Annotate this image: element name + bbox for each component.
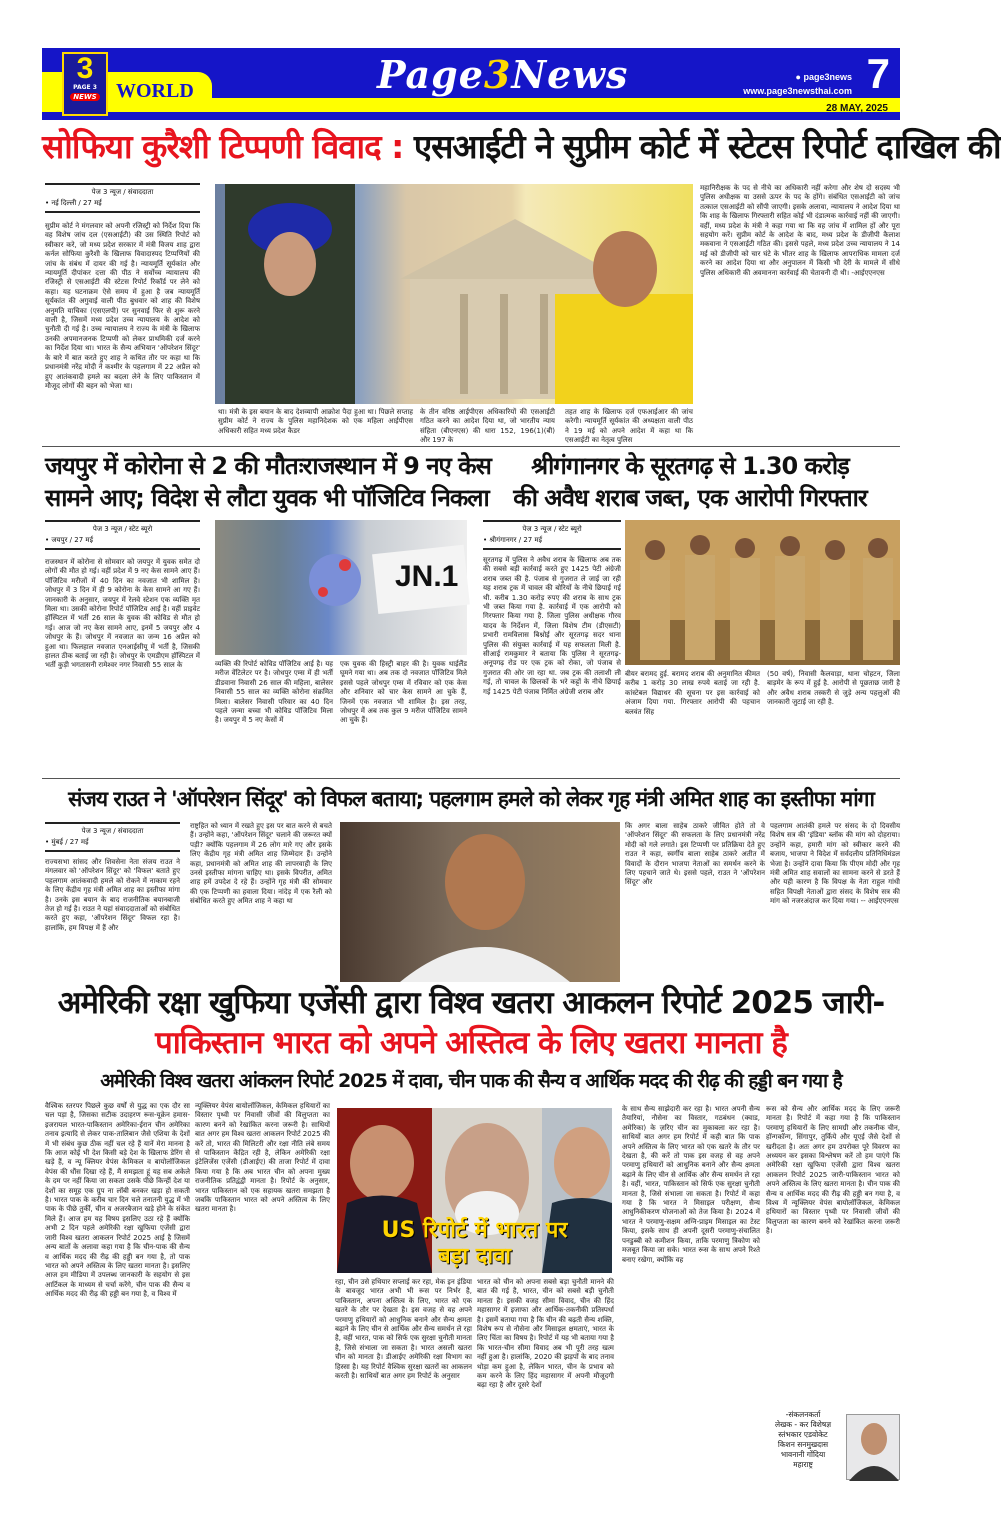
article1-column-3: के तीन वरिष्ठ आईपीएस अधिकारियों की एसआईटी गठित करने का आदेश दिया था, जो भारतीय न्याय संहिता (बीएनएस) की धारा 152, 196(1)(बी) और 197 के — [420, 408, 555, 445]
caption-line: US रिपोर्ट में भारत पर — [381, 1218, 568, 1243]
article1-column-2: था। मंत्री के इस बयान के बाद देशव्यापी आक्रोश पैदा हुआ था। पिछले सप्ताह सुप्रीम कोर्ट ने राज्य के पुलिस महानिदेशक को एक महिला आईपीएस अधिकारी सहित मध्य प्रदेश कैडर — [218, 408, 413, 435]
page-number: 7 — [866, 50, 890, 97]
headline-line: जयपुर में कोरोना से 2 की मौतःराजस्थान में 9 नए केस — [45, 452, 491, 480]
newspaper-title — [377, 52, 628, 97]
author-line: स्तंभकार एडवोकेट — [778, 1430, 828, 1439]
photo-collage — [215, 184, 693, 404]
caption-line: बड़ा दावा — [438, 1244, 511, 1269]
website-link[interactable]: www.page3newsthai.com — [743, 86, 852, 96]
author-portrait — [847, 1415, 901, 1481]
article2-photo — [215, 520, 467, 655]
article4-headline: संजय राउत ने 'ऑपरेशन सिंदूर' को विफल बताया; पहलगाम हमले को लेकर गृह मंत्री अमित शाह का इस्तीफा मांगा — [68, 787, 874, 811]
masthead-part: Page — [377, 52, 484, 97]
article2-headline — [45, 450, 491, 514]
article5-column-5: के साथ सैन्य साझेदारी कर रहा है। भारत अपनी सैन्य तैयारियां, नौसेना का विस्तार, गठबंधन (क्वाड, अमेरिका) के ज़रिए चीन का मुकाबला कर रहा है। साथियों बात अगर हम रिपोर्ट में कही बात कि पाक अपने अस्तित्व के लिए भारत को एक खतरे के तौर पर देखता है, की करें तो पाक इस वजह से वह अपने परमाणु हथियारों को आधुनिक बनाने और सैन्य क्षमता बढ़ाने के लिए चीन से आर्थिक और सैन्य समर्थन ले रहा है। वहीं, भारत, पाकिस्तान को सिर्फ एक सुरक्षा चुनौती मानता है, जिसे संभाला जा सकता है। रिपोर्ट में कहा गया है कि भारत ने मिसाइल परीक्षण, सैन्य आधुनिकीकरण योजनाओं को तेज किया है। 2024 में भारत ने परमाणु-सक्षम अग्नि-प्राइम मिसाइल का टेस्ट किया, इसके साथ ही अपनी दूसरी परमाणु-संचालित पनडुब्बी को कमीशन किया, ताकि परमाणु त्रिकोण को मजबूत किया जा सके। भारत रूस के साथ अपने रिश्ते बनाए रखेगा, क्योंकि वह — [622, 1105, 760, 1264]
article3-column-1: सूरतगढ़ में पुलिस ने अवैध शराब के खिलाफ अब तक की सबसे बड़ी कार्रवाई करते हुए 1425 पेटी अंग्रेजी शराब जब्त की है. पंजाब से गुजरात ले जाई जा रही यह शराब ट्रक में चावल की बोरियों के नीचे छिपाई गई थी. करीब 1.30 करोड़ रुपए की शराब के साथ ट्रक भी जब्त किया गया है. कार्रवाई में एक आरोपी को गिरफ्तार किया गया है. जिला पुलिस अधीक्षक गौरव यादव के निर्देशन में, जिला विशेष टीम (डीएसटी) प्रभारी रामविलास बिश्नोई और सूरतगढ़ सदर थाना पुलिस की संयुक्त कार्रवाई में यह सफलता मिली है. सीआई रामकुमार ने बताया कि पुलिस ने सूरतगढ़-अनूपगढ़ रोड पर एक ट्रक को रोका, जो पंजाब से गुजरात की ओर जा रहा था. जब ट्रक की तलाशी ली गई, तो चावल के छिलकों के भरे कट्टों के नीचे छिपाई गई 1425 पेटी पंजाब निर्मित अंग्रेजी शराब और — [483, 556, 621, 696]
article4-photo — [340, 822, 620, 982]
article5-column-3: रहा, चीन उसे हथियार सप्लाई कर रहा, मेक इन इंडिया के बावजूद भारत अभी भी रूस पर निर्भर है, पाकिस्तान, अपना अस्तित्व के लिए, भारत को एक खतरे के तौर पर देखता है। इस वजह से वह अपने परमाणु हथियारों को आधुनिक बनाने और सैन्य क्षमता बढ़ाने के लिए चीन से आर्थिक और सैन्य समर्थन ले रहा है, वहीं भारत, पाक को सिर्फ एक सुरक्षा चुनौती मानता है, जिसे संभाला जा सकता है। भारत असली खतरा चीन को मानता है। डीआईए अमेरिकी रक्षा विभाग का हिस्सा है। यह रिपोर्ट वैश्विक सुरक्षा खतरों का आकलन करती है। साथियों बात अगर हम रिपोर्ट के अनुसार — [335, 1278, 472, 1381]
article1-column-5: महानिरीक्षक के पद से नीचे का अधिकारी नहीं करेगा और शेष दो सदस्य भी पुलिस अधीक्षक या उससे ऊपर के पद के होंगे। संबंधित एसआईटी को जांच तत्काल एसआईटी को सौंपी जाएगी। इसके अलावा, न्यायालय ने आदेश दिया था कि शाह के खिलाफ गिरफ्तारी सहित कोई भी दंडात्मक कार्रवाई नहीं की जाएगी। वहीं, मध्य प्रदेश के मंत्री ने कहा गया था कि वह जांच में शामिल हों और पूरा सहयोग करें। सुप्रीम कोर्ट के आदेश के बाद, मध्य प्रदेश के डीजीपी कैलाश मकवाना ने एसआईटी गठित की। इससे पहले, मध्य प्रदेश उच्च न्यायालय ने 14 मई को डीजीपी को चार घंटे के भीतर शाह के खिलाफ आपराधिक मामला दर्ज करने का आदेश दिया था और अनुपालन में किसी भी देरी के मामले में सीधे पुलिस अधिकारी की अवमानना कार्रवाई की चेतावनी दी थी। -आईएएनएस — [700, 184, 900, 277]
headline-line: सामने आए; विदेश से लौटा युवक भी पॉजिटिव निकला — [45, 484, 489, 512]
masthead-part: 3 — [483, 52, 512, 97]
author-photo — [846, 1414, 900, 1480]
masthead-part: News — [511, 52, 629, 97]
byline: पेज 3 न्यूज / संवाददाता — [91, 188, 154, 196]
article2-column-2: व्यक्ति की रिपोर्ट कोविड पॉजिटिव आई है। यह मरीज वेंटिलेटर पर है। जोधपुर एम्स में ही भर्ती डीडवाना निवासी 26 साल की महिला, बालेसर निवासी 55 साल का व्यक्ति कोरोना संक्रमित मिला। बालेसर निवासी परिवार का 40 दिन पहले जन्मा बच्चा भी कोविड पॉजिटिव मिला है। जयपुर में 5 नए केसों में — [215, 660, 333, 725]
article4-column-3: कि अगर बाला साहेब ठाकरे जीवित होते तो वे 'ऑपरेशन सिंदूर' की सफलता के लिए प्रधानमंत्री नरेंद्र मोदी को गले लगाते। इस टिप्पणी पर प्रतिक्रिया देते हुए राउत ने कहा, स्वर्गीय बाला साहेब ठाकरे अतीत में विवादों के दौरान भाजपा नेताओं का समर्थन करने के लिए पहचाने जाते थे। इससे पहले, राउत ने 'ऑपरेशन सिंदूर' और — [625, 822, 765, 887]
logo-text: PAGE 3 — [73, 84, 97, 91]
author-credit — [762, 1410, 844, 1470]
sanjay-raut-photo — [340, 822, 620, 982]
byline: पेज 3 न्यूज / स्टेट ब्यूरो — [522, 525, 582, 533]
logo-badge: NEWS — [70, 93, 100, 101]
divider — [42, 446, 900, 447]
article1-photo — [215, 184, 693, 404]
author-line: लेखक - कर विशेषज्ञ — [774, 1420, 832, 1429]
social-handle: ● page3news — [795, 72, 852, 82]
author-role: -संकलनकर्ता — [785, 1410, 821, 1419]
divider — [42, 778, 900, 779]
article3-column-2: बीयर बरामद हुई. बरामद शराब की अनुमानित कीमत करीब 1 करोड़ 30 लाख रुपये बताई जा रही है. कांस्टेबल विद्याधर की सूचना पर इस कार्रवाई को अंजाम दिया गया. गिरफ्तार आरोपी की पहचान बलवंत सिंह — [625, 670, 760, 716]
article5-column-4: भारत को चीन को अपना सबसे बड़ा चुनौती मानने की बात की गई है, भारत, चीन को सबसे बड़ी चुनौती मानता है। इसकी वजह सीमा विवाद, चीन की हिंद महासागर में इजाफा और आर्थिक-तकनीकी प्रतिस्पर्धा है। इसमें बताया गया है कि चीन की बढ़ती सैन्य शक्ति, विशेष रूप से नौसेना और मिसाइल क्षमताएं, भारत के लिए चिंता का विषय है। रिपोर्ट में यह भी बताया गया है कि भारत-चीन सीमा विवाद अब भी पूरी तरह खत्म नहीं हुआ है। हालांकि, 2020 की झड़पों के बाद तनाव थोड़ा कम हुआ है, लेकिन भारत, चीन के प्रभाव को कम करने के लिए हिंद महासागर में अपनी मौजूदगी बढ़ा रहा है और दूसरे देशों — [477, 1278, 614, 1390]
article1-headline — [42, 124, 1001, 170]
article5-headline-red: पाकिस्तान भारत को अपने अस्तित्व के लिए खतरा मानता है — [155, 1025, 787, 1061]
byline: पेज 3 न्यूज / स्टेट ब्यूरो — [92, 525, 153, 533]
article5-column-6: रूस को सैन्य और आर्थिक मदद के लिए जरूरी मानता है। रिपोर्ट में कहा गया है कि पाकिस्तान परमाणु हथियारों के लिए सामग्री और तकनीक चीन, हॉन्गकॉन्ग, सिंगापुर, तुर्किये और यूएई जैसे देशों से खरीदता है। अतः अगर हम उपरोक्त पूरे विवरण का अध्ययन कर इसका विश्लेषण करें तो हम पाएंगे कि अमेरिकी रक्षा खुफिया एजेंसी द्वारा विश्व खतरा आकलन रिपोर्ट 2025 जारी-पाकिस्तान भारत को अपने अस्तित्व के लिए खतरा मानता है। चीन पाक की सैन्य व आर्थिक मदद की रीढ़ की हड्डी बन गया है, व विश्व में न्यूक्लियर वेपंस बायोलॉजिकल, केमिकल हथियारों का विस्तार पृथ्वी पर निवासी जीवों की विलुप्तता का कारण बनने को रेखांकित करना जरूरी है। — [766, 1105, 900, 1236]
article5-column-2: न्यूक्लियर वेपंस बायोलॉजिकल, केमिकल हथियारों का विस्तार पृथ्वी पर निवासी जीवों की विलुप्तता का कारण बनने को रेखांकित करना जरूरी है। साथियों बात अगर हम विश्व खतरा आकलन रिपोर्ट 2025 की करें तो, भारत की मिलिटरी और रक्षा नीति लंबे समय से पाकिस्तान केंद्रित रही है, लेकिन अमेरिकी रक्षा इंटेलिजेंस एजेंसी (डीआईए) की ताजा रिपोर्ट में दावा किया गया है कि अब भारत चीन को अपना मुख्य राजनीतिक प्रतिद्वंद्वी मानता है। रिपोर्ट के अनुसार, भारत पाकिस्तान को एक सहायक खतरा समझता है जबकि पाकिस्तान भारत को अपने अस्तित्व के लिए खतरा मानता है। — [195, 1102, 330, 1214]
author-line: महाराष्ट्र — [793, 1460, 813, 1469]
headline-line: श्रीगंगानगर के सूरतगढ़ से 1.30 करोड़ — [531, 452, 849, 480]
article5-column-1: वैश्विक स्तरपर पिछले कुछ वर्षों से युद्ध का एक दौर सा चल पड़ा है, जिसका सटीक उदाहरण रूस-यूक्रेन हमास-इजरायल भारत-पाकिस्तान अमेरिका-ईरान चीन अमेरिका तनाव इत्यादि से लेकर पाक-तालिबान जैसे एशिया के देशों में भी संबंध कुछ ठीक नहीं चल रहे हैं यानें मेरा मानना है कि आज कोई भी देश किसी बड़े देश के खिलाफ डेरिंग से खड़े हैं, व न्यू क्लियर वेपंस केमिकल व बायोलॉजिकल वेपंस की धौंस दिखा रहे हैं, मैं समझता हूं यह सब अकेले के दम पर नहीं किया जा सकता उसके पीछे किन्हीं देश या देशों का समूह एक ग्रुप ना लॉबी बनकर खड़ा हो सकती है। भारत पाक के करीब चार दिन चले तनातनी युद्ध में भी पाक के पीछे तुर्की, चीन व अजरबैजान खड़े होने के संकेत मिले हैं। आज हम यह विषय इसलिए उठा रहे हैं क्योंकि अभी 2 दिन पहले अमेरिकी रक्षा खुफिया एजेंसी द्वारा जारी विश्व खतरा आकलन रिपोर्ट 2025 आई है जिसमें अन्य बातों के अलावा कहा गया है कि चीन-पाक की सैन्य व आर्थिक मदद की रीढ़ की हड्डी बन गया है, तो पाक भारत को अपने अस्तित्व के लिए खतरा मानता है। इसलिए आज हम मीडिया में उपलब्ध जानकारी के सहयोग से इस आर्टिकल के माध्यम से चर्चा करेंगे, चीन पाक की सैन्य व आर्थिक मदद की रीढ़ की हड्डी बन गया है, व विश्व में — [45, 1102, 190, 1299]
article5-subheadline: अमेरिकी विश्व खतरा आंकलन रिपोर्ट 2025 में दावा, चीन पाक की सैन्य व आर्थिक मदद की रीढ़ की हड्डी बन गया है — [100, 1070, 842, 1092]
masthead — [42, 48, 900, 120]
variant-label: JN.1 — [395, 560, 459, 593]
article1-column-4: तहत शाह के खिलाफ दर्ज एफआईआर की जांच करेगी। न्यायमूर्ति सूर्यकांत की अध्यक्षता वाली पीठ ने 19 मई को अपने आदेश में कहा था कि एसआईटी का नेतृत्व पुलिस — [565, 408, 693, 445]
article3-headline — [480, 450, 900, 514]
headline-red-part: सोफिया कुरैशी टिप्पणी विवाद : — [42, 127, 404, 166]
police-group-photo — [625, 520, 900, 665]
article4-column-1: राज्यसभा सांसद और शिवसेना नेता संजय राउत ने मंगलवार को 'ऑपरेशन सिंदूर' को 'विफल' बताते हुए पहलगाम आतंकवादी हमले को रोकने में नाकाम रहने के लिए केंद्रीय गृह मंत्री अमित शाह का इस्तीफा मांगा है। उनके इस बयान के बाद राजनीतिक बयानबाजी तेज हो गई है। राउत ने यहां संवाददाताओं को संबोधित करते हुए कहा, 'ऑपरेशन सिंदूर' विफल रहा है। हालांकि, हम विपक्ष में हैं और — [45, 858, 180, 932]
author-name: किशन सनमुखदास — [777, 1440, 829, 1449]
article3-photo — [625, 520, 900, 665]
article2-column-3: एक युवक की हिस्ट्री बाहर की है। युवक थाईलैंड घूमने गया था। अब तक दो नवजात पॉजिटिव मिले इससे पहले जोधपुर एम्स में रविवार को एक केस और शनिवार को चार केस सामने आ चुके हैं, जिनमें एक नवजात भी शामिल है। इस तरह, जोधपुर में अब तक कुल 9 मरीज पॉजिटिव सामने आ चुके हैं। — [340, 660, 467, 725]
article4-column-2: राष्ट्रहित को ध्यान में रखते हुए इस पर बात करने से बचते हैं। उन्होंने कहा, 'ऑपरेशन सिंदूर' चलाने की जरूरत क्यों पड़ी? क्योंकि पहलगाम में 26 लोग मारे गए और इसके लिए केंद्रीय गृह मंत्री अमित शाह जिम्मेदार हैं। उन्होंने कहा, प्रधानमंत्री को अमित शाह की लापरवाही के लिए उनसे इस्तीफा मांगना चाहिए था। इसके विपरीत, अमित शाह हमें उपदेश दे रहे हैं। उन्होंने गृह मंत्री की सोमवार की एक टिप्पणी का हवाला दिया। नांदेड़ में एक रैली को संबोधित करते हुए अमित शाह ने कहा था — [190, 822, 332, 906]
dateline: • श्रीगंगानगर / 27 मई — [483, 536, 543, 544]
headline-line: की अवैध शराब जब्त, एक आरोपी गिरफ्तार — [513, 484, 867, 512]
article4-column-4: पहलगाम आतंकी हमले पर संसद के दो दिवसीय विशेष सत्र की 'इंडिया' ब्लॉक की मांग को दोहराया। उन्होंने कहा, हमारी मांग को स्वीकार करने की बजाय, भाजपा ने विदेश में सर्वदलीय प्रतिनिधिमंडल भेजा है। उन्होंने दावा किया कि पीएम मोदी और गृह मंत्री अमित शाह सवालों का सामना करने से डरते हैं और यही कारण है कि विपक्ष के नेता राहुल गांधी सहित विपक्षी नेताओं द्वारा संसद के विशेष सत्र की मांग को नजरअंदाज कर दिया गया। -- आईएएनएस — [770, 822, 900, 906]
dateline: • नई दिल्ली / 27 मई — [45, 199, 102, 207]
section-label: WORLD — [116, 80, 194, 102]
author-line: भावनानी गोंदिया — [780, 1450, 826, 1459]
dateline: • जयपुर / 27 मई — [45, 536, 94, 544]
article4-byline — [45, 822, 180, 852]
contact-info — [743, 70, 852, 98]
page3-logo — [62, 52, 108, 116]
byline: पेज 3 न्यूज / संवाददाता — [81, 827, 144, 835]
article5-photo — [337, 1108, 612, 1273]
article3-byline — [483, 520, 621, 550]
image-caption — [337, 1218, 612, 1270]
logo-number: 3 — [76, 52, 94, 85]
article1-column-1: सुप्रीम कोर्ट ने मंगलवार को अपनी रजिस्ट्री को निर्देश दिया कि वह विशेष जांच दल (एसआईटी) की उस स्थिति रिपोर्ट को स्वीकार करे, जो मध्य प्रदेश सरकार में मंत्री विजय शाह द्वारा कर्नल सोफिया कुरैशी के खिलाफ विवादास्पद टिप्पणियों की जांच के संबंध में दायर की गई है। न्यायमूर्ति सूर्यकांत और न्यायमूर्ति दीपांकर दत्ता की पीठ ने सर्वोच्च न्यायालय की रजिस्ट्री से एसआईटी की स्टेटस रिपोर्ट रिकॉर्ड पर लेने को कहा। यह घटनाक्रम ऐसे समय में हुआ है जब न्यायमूर्ति सूर्यकांत की अगुवाई वाली पीठ बुधवार को शाह की विशेष अनुमति याचिका (एसएलपी) पर सुनवाई फिर से शुरू करने वाली है, जिसमें मध्य प्रदेश उच्च न्यायालय के आदेश को चुनौती दी गई है। उच्च न्यायालय ने राज्य के मंत्री के खिलाफ उनकी अपमानजनक टिप्पणी को लेकर प्राथमिकी दर्ज करने का निर्देश दिया था। भारत के सैन्य अभियान 'ऑपरेशन सिंदूर' के बारे में बात करते हुए शाह ने कथित तौर पर कहा था कि प्रधानमंत्री नरेंद्र मोदी ने कश्मीर के पहलगाम में 22 अप्रैल को हुए आतंकवादी हमले का बदला लेने के लिए पाकिस्तान में मौजूद लोगों की बहन को भेजा था। — [45, 222, 200, 390]
article5-headline: अमेरिकी रक्षा खुफिया एजेंसी द्वारा विश्व खतरा आकलन रिपोर्ट 2025 जारी- — [57, 985, 885, 1021]
article1-byline — [45, 183, 200, 213]
article2-byline — [45, 520, 200, 550]
article3-column-3: (50 वर्ष), निवासी कैलवाड़ा, थाना चोहटन, जिला बाड़मेर के रूप में हुई है. आरोपी से पूछताछ जारी है और अवैध शराब तस्करी से जुड़े अन्य पहलुओं की जानकारी जुटाई जा रही है. — [767, 670, 900, 707]
headline-black-part: एसआईटी ने सुप्रीम कोर्ट में स्टेटस रिपोर्ट दाखिल की — [413, 127, 1001, 166]
dateline: • मुंबई / 27 मई — [45, 838, 89, 846]
issue-date: 28 MAY, 2025 — [826, 103, 888, 114]
article2-column-1: राजस्थान में कोरोना से सोमवार को जयपुर में युवक समेत दो लोगों की मौत हो गई। वहीं प्रदेश में 9 नए केस सामने आए हैं। पॉजिटिव मरीजों में 40 दिन का नवजात भी शामिल है। जोधपुर में 3 दिन में ही 9 कोरोना के केस सामने आ गए हैं। जानकारी के अनुसार, जयपुर में रेलवे स्टेशन एक व्यक्ति मृत मिला था। उसकी कोरोना रिपोर्ट पॉजिटिव आई है। वहीं प्राइवेट हॉस्पिटल में भर्ती 26 साल के युवक की कोविड से मौत हो गई। आज जो नए केस सामने आए, इनमें 5 जयपुर और 4 जोधपुर के हैं। जोधपुर में नवजात का जन्म 16 अप्रैल को हुआ था। फिलहाल नवजात एनआईसीयू में भर्ती है, जिसकी हालत ठीक बताई जा रही है। जोधपुर के एमडीएम हॉस्पिटल में भर्ती कुड़ी भगतासनी रामेश्वर नगर निवासी 55 साल के — [45, 558, 200, 670]
